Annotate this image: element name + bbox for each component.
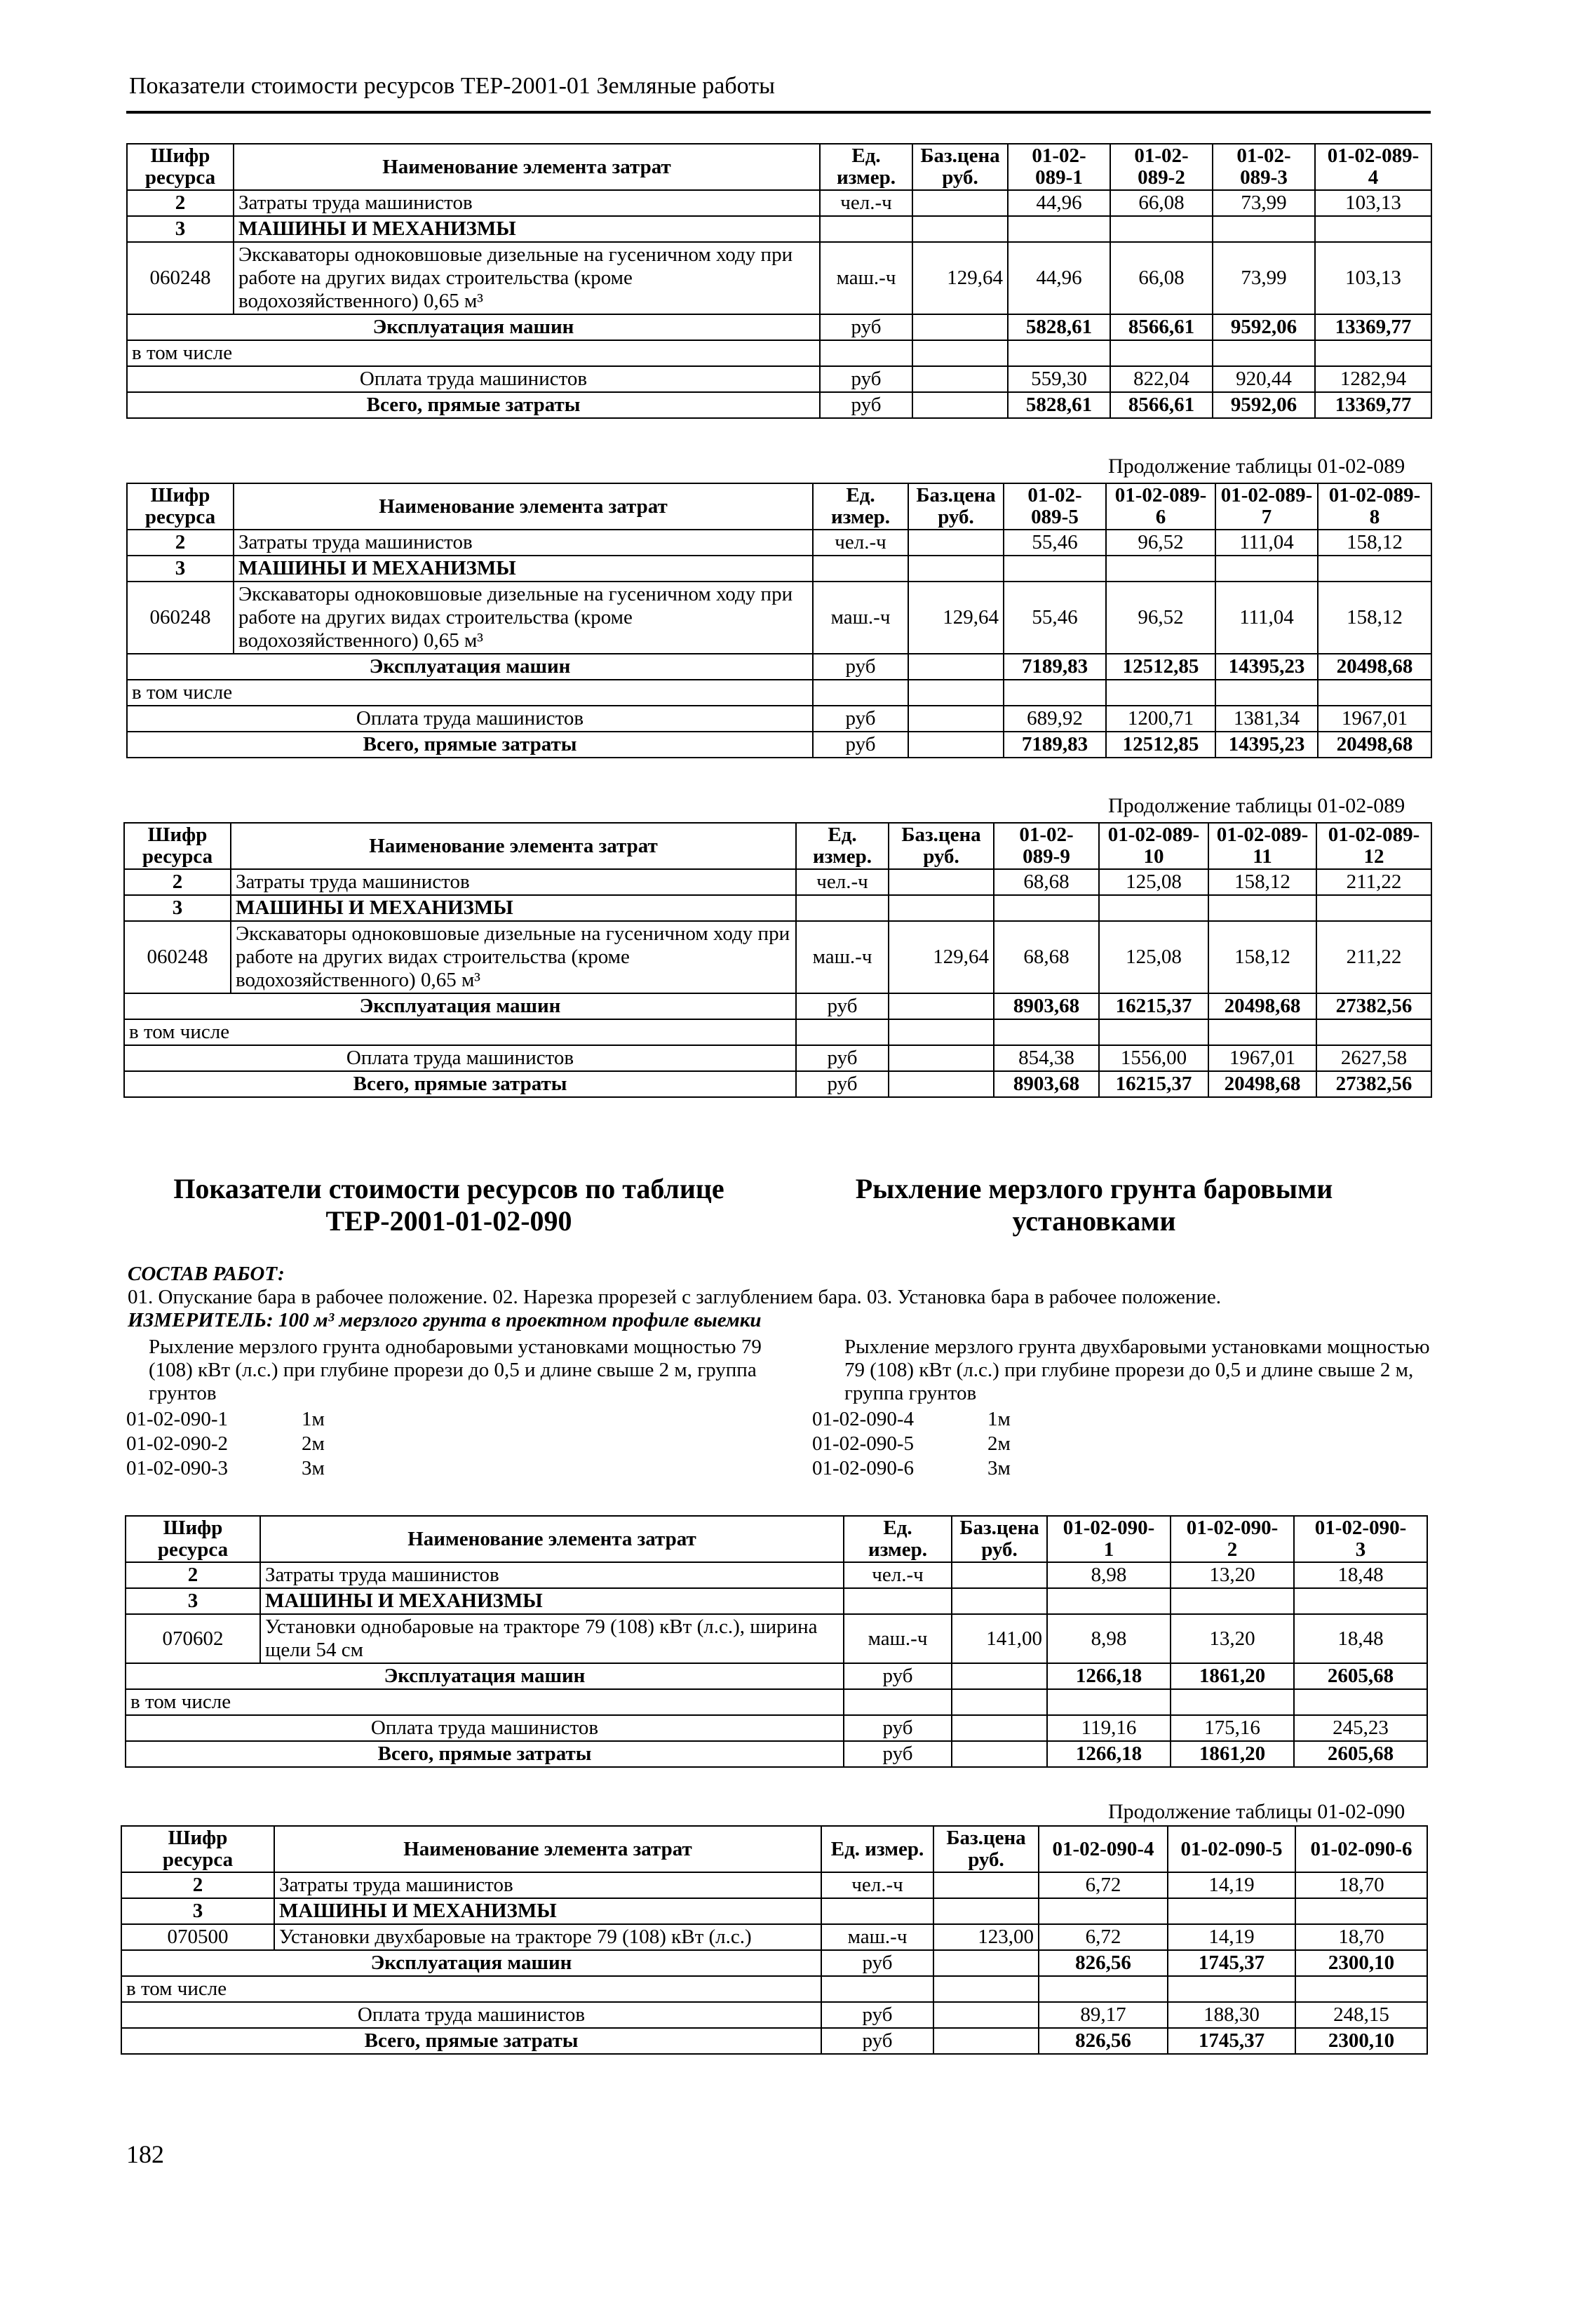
measure-unit: ИЗМЕРИТЕЛЬ: 100 м³ мерзлого грунта в проектном профиле выемки: [128, 1309, 762, 1331]
col-header-name: Наименование элемента затрат: [234, 483, 813, 530]
table-row-operation: Эксплуатация машин руб 826,56 1745,37 2300,10: [121, 1950, 1427, 1976]
table-row-machine: 060248 Экскаваторы одноковшовые дизельные на гусеничном ходу при работе на других видах строительства (кроме водохозяйственного) 0,65 м³ маш.-ч 129,64 68,68 125,08 158,12 211,22: [124, 921, 1431, 993]
resource-table-089-5-8: [126, 483, 1432, 758]
section-title-left: Показатели стоимости ресурсов по таблице ТЕР-2001-01-02-090: [173, 1173, 724, 1237]
table-row-section: 3 МАШИНЫ И МЕХАНИЗМЫ: [121, 1898, 1427, 1924]
table-header-row: [124, 823, 1431, 869]
table-row-total: Всего, прямые затраты руб 7189,83 12512,85 14395,23 20498,68: [127, 732, 1431, 758]
col-header-value: 01-02-090- 2: [1171, 1516, 1294, 1562]
col-header-name: Наименование элемента затрат: [234, 144, 820, 190]
col-header-value: 01-02- 089-2: [1110, 144, 1213, 190]
composition-label: СОСТАВ РАБОТ:: [128, 1263, 285, 1285]
code-line: 01-02-090-5 2м: [812, 1432, 1011, 1455]
header-rule: [126, 111, 1431, 114]
col-header-value: 01-02-089- 6: [1106, 483, 1215, 530]
col-header-value: 01-02- 089-1: [1008, 144, 1110, 190]
code-line: 01-02-090-3 3м: [126, 1457, 325, 1479]
table-row-machine: 060248 Экскаваторы одноковшовые дизельные на гусеничном ходу при работе на других видах строительства (кроме водохозяйственного) 0,65 м³ маш.-ч 129,64 55,46 96,52 111,04 158,12: [127, 582, 1431, 654]
table-row-total: Всего, прямые затраты руб 1266,18 1861,20 2605,68: [126, 1741, 1427, 1767]
table-row-wages: Оплата труда машинистов руб 559,30 822,04 920,44 1282,94: [127, 366, 1431, 392]
col-header-value: 01-02-090- 3: [1294, 1516, 1427, 1562]
col-header-value: 01-02- 089-3: [1213, 144, 1315, 190]
code-line: 01-02-090-4 1м: [812, 1408, 1011, 1430]
table-row-section: 3 МАШИНЫ И МЕХАНИЗМЫ: [124, 895, 1431, 921]
code-line: 01-02-090-2 2м: [126, 1432, 325, 1455]
page-number: 182: [126, 2140, 164, 2168]
code-line: 01-02-090-1 1м: [126, 1408, 325, 1430]
description-left: Рыхление мерзлого грунта однобаровыми установками мощностью 79 (108) кВт (л.с.) при глубине прорези до 0,5 и длине свыше 2 м, группа грунтов: [149, 1336, 762, 1404]
col-header-value: 01-02-089- 10: [1099, 823, 1208, 869]
table-row-operation: Эксплуатация машин руб 7189,83 12512,85 14395,23 20498,68: [127, 654, 1431, 680]
table-row-labor: 2 Затраты труда машинистов чел.-ч 68,68 125,08 158,12 211,22: [124, 869, 1431, 895]
table-row-labor: 2 Затраты труда машинистов чел.-ч 44,96 66,08 73,99 103,13: [127, 190, 1431, 216]
col-header-code: Шифр ресурса: [124, 823, 231, 869]
continuation-label: Продолжение таблицы 01-02-090: [1108, 1800, 1405, 1823]
table-row-total: Всего, прямые затраты руб 5828,61 8566,61 9592,06 13369,77: [127, 392, 1431, 418]
col-header-price: Баз.цена руб.: [908, 483, 1004, 530]
table-row-including: в том числе: [127, 680, 1431, 706]
table-header-row: [121, 1826, 1427, 1872]
col-header-value: 01-02-090-5: [1168, 1826, 1295, 1872]
table-row-labor: 2 Затраты труда машинистов чел.-ч 55,46 96,52 111,04 158,12: [127, 530, 1431, 556]
codes-right: [812, 1407, 1011, 1481]
col-header-value: 01-02-089- 12: [1316, 823, 1431, 869]
table-row-total: Всего, прямые затраты руб 826,56 1745,37 2300,10: [121, 2028, 1427, 2054]
table-row-section: 3 МАШИНЫ И МЕХАНИЗМЫ: [126, 1588, 1427, 1614]
table-row-operation: Эксплуатация машин руб 1266,18 1861,20 2605,68: [126, 1663, 1427, 1689]
table-row-labor: 2 Затраты труда машинистов чел.-ч 6,72 14,19 18,70: [121, 1872, 1427, 1898]
col-header-value: 01-02-089- 4: [1315, 144, 1431, 190]
resource-table-089-1-4: [126, 143, 1432, 419]
page-header-title: Показатели стоимости ресурсов ТЕР-2001-01 Земляные работы: [129, 73, 775, 99]
col-header-unit: Ед. измер.: [813, 483, 908, 530]
col-header-name: Наименование элемента затрат: [260, 1516, 844, 1562]
table-row-labor: 2 Затраты труда машинистов чел.-ч 8,98 13,20 18,48: [126, 1562, 1427, 1588]
col-header-unit: Ед. измер.: [796, 823, 889, 869]
resource-table-090-1-3: [125, 1515, 1428, 1768]
code-line: 01-02-090-6 3м: [812, 1457, 1011, 1479]
table-header-row: [127, 144, 1431, 190]
codes-left: [126, 1407, 325, 1481]
resource-table-090-4-6: [121, 1825, 1428, 2055]
table-row-wages: Оплата труда машинистов руб 854,38 1556,00 1967,01 2627,58: [124, 1045, 1431, 1071]
table-row-total: Всего, прямые затраты руб 8903,68 16215,37 20498,68 27382,56: [124, 1071, 1431, 1097]
col-header-value: 01-02-090- 1: [1047, 1516, 1171, 1562]
table-row-including: в том числе: [126, 1689, 1427, 1715]
description-right: Рыхление мерзлого грунта двухбаровыми установками мощностью 79 (108) кВт (л.с.) при глубине прорези до 0,5 и длине свыше 2 м, группа грунтов: [844, 1336, 1430, 1404]
col-header-value: 01-02-090-4: [1039, 1826, 1168, 1872]
table-header-row: [127, 483, 1431, 530]
col-header-unit: Ед. измер.: [820, 144, 912, 190]
col-header-code: Шифр ресурса: [127, 144, 234, 190]
table-row-machine: 060248 Экскаваторы одноковшовые дизельные на гусеничном ходу при работе на других видах строительства (кроме водохозяйственного) 0,65 м³ маш.-ч 129,64 44,96 66,08 73,99 103,13: [127, 242, 1431, 314]
continuation-label: Продолжение таблицы 01-02-089: [1108, 794, 1405, 817]
table-row-section: 3 МАШИНЫ И МЕХАНИЗМЫ: [127, 556, 1431, 582]
section-title-right: Рыхление мерзлого грунта баровыми установками: [855, 1173, 1333, 1237]
col-header-value: 01-02- 089-5: [1004, 483, 1106, 530]
col-header-code: Шифр ресурса: [127, 483, 234, 530]
continuation-label: Продолжение таблицы 01-02-089: [1108, 455, 1405, 478]
table-row-section: 3 МАШИНЫ И МЕХАНИЗМЫ: [127, 216, 1431, 242]
col-header-unit: Ед. измер.: [821, 1826, 933, 1872]
col-header-value: 01-02-090-6: [1295, 1826, 1427, 1872]
col-header-unit: Ед. измер.: [844, 1516, 952, 1562]
col-header-value: 01-02- 089-9: [994, 823, 1099, 869]
table-row-including: в том числе: [127, 340, 1431, 366]
table-row-operation: Эксплуатация машин руб 8903,68 16215,37 20498,68 27382,56: [124, 993, 1431, 1019]
col-header-code: Шифр ресурса: [126, 1516, 260, 1562]
table-row-including: в том числе: [121, 1976, 1427, 2002]
table-row-operation: Эксплуатация машин руб 5828,61 8566,61 9592,06 13369,77: [127, 314, 1431, 340]
table-row-wages: Оплата труда машинистов руб 689,92 1200,71 1381,34 1967,01: [127, 706, 1431, 732]
table-row-machine: 070500 Установки двухбаровые на тракторе 79 (108) кВт (л.с.) маш.-ч 123,00 6,72 14,19 18,70: [121, 1924, 1427, 1950]
col-header-value: 01-02-089- 7: [1215, 483, 1318, 530]
resource-table-089-9-12: [123, 822, 1432, 1098]
table-row-wages: Оплата труда машинистов руб 89,17 188,30 248,15: [121, 2002, 1427, 2028]
col-header-price: Баз.цена руб.: [952, 1516, 1047, 1562]
col-header-name: Наименование элемента затрат: [231, 823, 796, 869]
table-row-wages: Оплата труда машинистов руб 119,16 175,16 245,23: [126, 1715, 1427, 1741]
col-header-value: 01-02-089- 11: [1208, 823, 1316, 869]
col-header-name: Наименование элемента затрат: [274, 1826, 821, 1872]
composition-block: [128, 1263, 1432, 1332]
composition-text: 01. Опускание бара в рабочее положение. 02. Нарезка прорезей с заглублением бара. 03. Установка бара в рабочее положение.: [128, 1286, 1221, 1308]
table-row-including: в том числе: [124, 1019, 1431, 1045]
col-header-code: Шифр ресурса: [121, 1826, 274, 1872]
col-header-price: Баз.цена руб.: [889, 823, 994, 869]
table-header-row: [126, 1516, 1427, 1562]
col-header-price: Баз.цена руб.: [912, 144, 1008, 190]
table-row-machine: 070602 Установки однобаровые на тракторе 79 (108) кВт (л.с.), ширина щели 54 см маш.-ч 141,00 8,98 13,20 18,48: [126, 1614, 1427, 1663]
col-header-price: Баз.цена руб.: [933, 1826, 1039, 1872]
col-header-value: 01-02-089- 8: [1318, 483, 1431, 530]
